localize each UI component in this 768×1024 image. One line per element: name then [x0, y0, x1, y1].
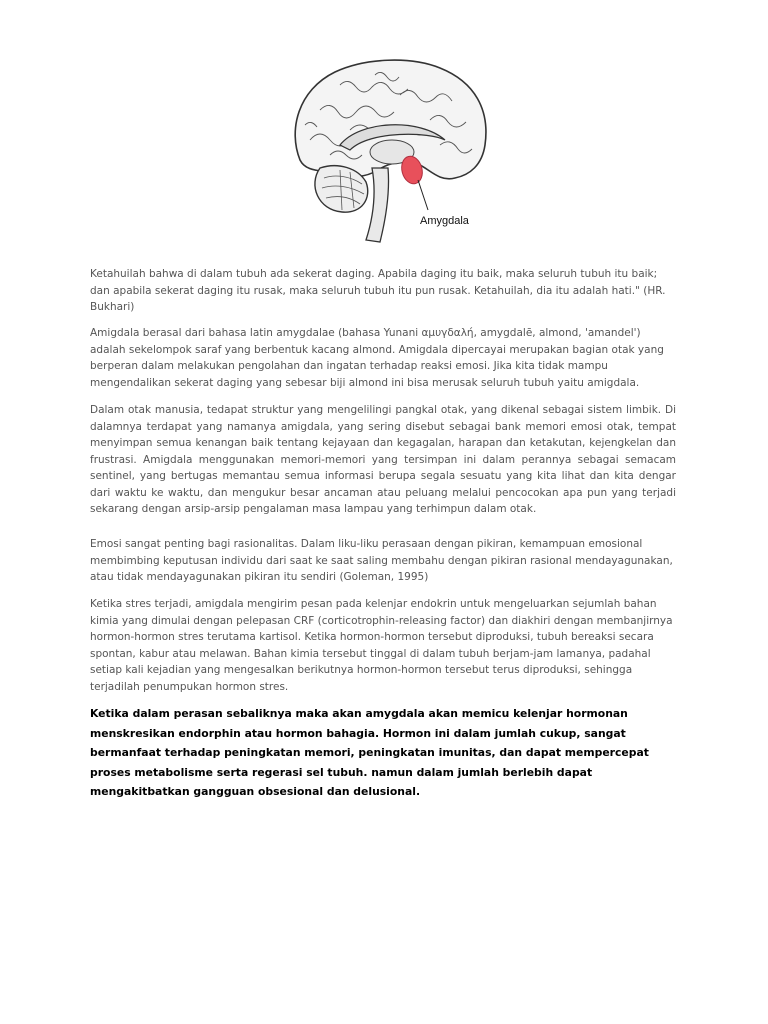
paragraph-amygdala-origin: Amigdala berasal dari bahasa latin amygdalae (bahasa Yunani αμυγδαλή, amygdalē, almond, 'amandel') adalah sekelompok saraf yang berbentuk kacang almond. Amigdala dipercayai merupakan bagian otak yang berperan dalam melakukan pengolahan dan ingatan terhadap reaksi emosi. Jika kita tidak mampu mengendalikan sekerat daging yang sebesar biji almond ini bisa merusak seluruh tubuh yaitu amigdala.: [90, 327, 664, 389]
amygdala-label: Amygdala: [420, 215, 469, 227]
brain-illustration: [280, 50, 500, 250]
paragraph-hadith: Ketahuilah bahwa di dalam tubuh ada sekerat daging. Apabila daging itu baik, maka seluruh tubuh itu baik; dan apabila sekerat daging itu rusak, maka seluruh tubuh itu pun rusak. Ketahuilah, dia itu adalah hati." (HR. Bukhari): [90, 268, 666, 313]
paragraph-limbic-system: Dalam otak manusia, tedapat struktur yang mengelilingi pangkal otak, yang dikenal sebagai sistem limbik. Di dalamnya terdapat yang namanya amigdala, yang sering disebut sebagai bank memori emosi otak, tempat menyimpan semua kenangan baik tentang kejayaan dan kegagalan, harapan dan ketakutan, kejengkelan dan frustrasi. Amigdala menggunakan memori-memori yang tersimpan ini dalam perannya sebagai semacam sentinel, yang bertugas memantau semua informasi berupa segala sesuatu yang kita lihat dan kita dengar dari waktu ke waktu, dan mengukur besar ancaman atau peluang melalui pencocokan apa pun yang terjadi sekarang dengan arsip-arsip pengalaman masa lampau yang terhimpun dalam otak.: [90, 404, 676, 515]
paragraph-emotion-rationality: Emosi sangat penting bagi rasionalitas. Dalam liku-liku perasaan dengan pikiran, kemampuan emosional membimbing keputusan individu dari saat ke saat saling membahu dengan pikiran rasional mendayagunakan, atau tidak mendayagunakan pikiran itu sendiri (Goleman, 1995): [90, 538, 673, 583]
paragraph-stress-response: Ketika stres terjadi, amigdala mengirim pesan pada kelenjar endokrin untuk mengeluarkan sejumlah bahan kimia yang dimulai dengan pelepasan CRF (corticotrophin-releasing factor) dan diakhiri dengan membanjirnya hormon-hormon stres terutama kartisol. Ketika hormon-hormon tersebut diproduksi, tubuh bereaksi secara spontan, kabur atau melawan. Bahan kimia tersebut tinggal di dalam tubuh berjam-jam lamanya, padahal setiap kali kejadian yang mengesalkan berikutnya hormon-hormon tersebut terus diproduksi, sehingga terjadilah penumpukan hormon stres.: [90, 598, 673, 693]
paragraph-endorphin-bold: Ketika dalam perasan sebaliknya maka akan amygdala akan memicu kelenjar hormonan menskresikan endorphin atau hormon bahagia. Hormon ini dalam jumlah cukup, sangat bermanfaat terhadap peningkatan memori, peningkatan imunitas, dan dapat mempercepat proses metabolisme serta regerasi sel tubuh. namun dalam jumlah berlebih dapat mengakitbatkan gangguan obsesional dan delusional.: [90, 707, 649, 798]
